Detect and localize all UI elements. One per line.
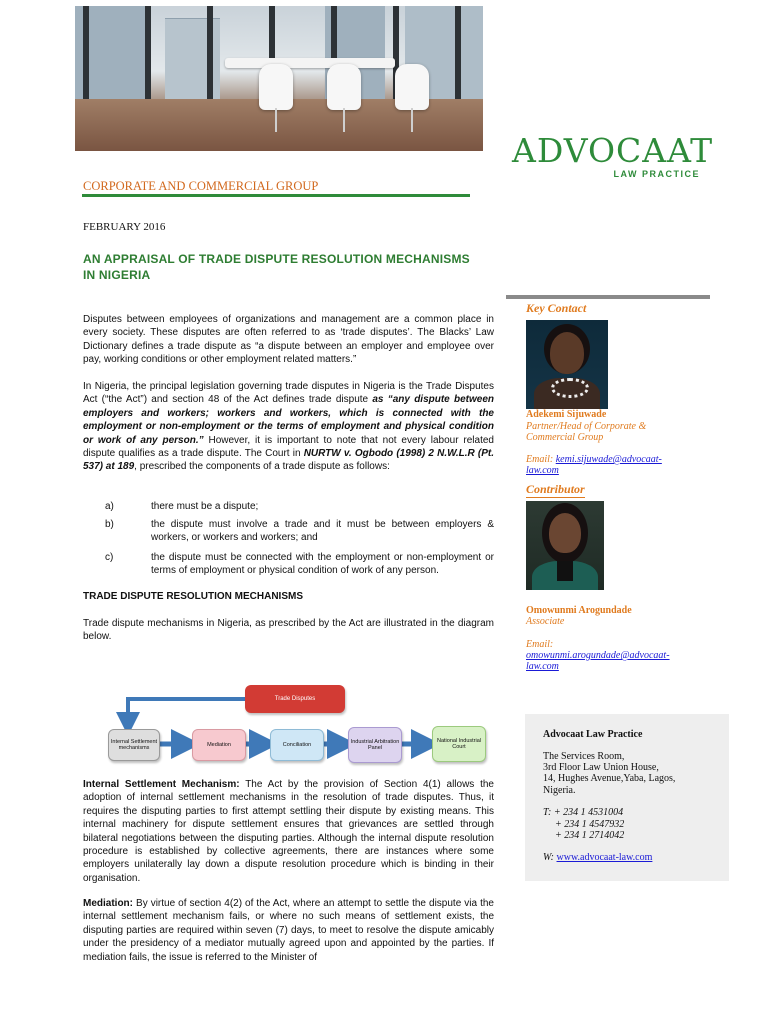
phone-line: + 234 1 4547932 [555,818,625,830]
node-conciliation: Conciliation [270,729,324,761]
email-label: Email: [526,454,556,465]
phone-line: T: + 234 1 4531004 [543,807,624,818]
section-heading: TRADE DISPUTE RESOLUTION MECHANISMS [83,591,304,602]
para-text: In Nigeria, the principal legislation governing trade disputes in Nigeria is the Trade Disputes Act (“the Act”) and section 48 of the Act defines trade dispute [83,381,494,406]
paragraph-label: Internal Settlement Mechanism: [83,779,240,790]
address-line: 3rd Floor Law Union House, [543,762,659,774]
list-item [105,518,494,548]
para-text: By virtue of section 4(2) of the Act, where an attempt to settle the dispute via the internal settlement mechanism fails, or where no such means of settlement exists, the disputing parties are required within seven (7) days, to meet to resolve the dispute amicably under the presidency of a mediator mutually agreed upon and appointed by the parties. If mediation fails, the issue is referred to the Minister of [83,898,494,963]
case-citation: NURTW v. Ogbodo (1998) 2 N.W.L.R (Pt. 537) at 189 [83,448,494,473]
list-marker: a) [105,501,114,512]
firm-name: Advocaat Law Practice [543,729,643,740]
contributor-email [526,639,696,672]
mediation-paragraph [83,897,494,964]
address-line: 14, Hughes Avenue,Yaba, Lagos, [543,773,676,785]
node-industrial-court: National Industrial Court [432,726,486,762]
publication-date: FEBRUARY 2016 [83,221,166,233]
article-title: AN APPRAISAL OF TRADE DISPUTE RESOLUTION MECHANISMS IN NIGERIA [83,252,470,282]
key-contact-email-link[interactable]: kemi.sijuwade@advocaat-law.com [526,454,662,476]
diagram-intro: Trade dispute mechanisms in Nigeria, as prescribed by the Act are illustrated in the diagram below. [83,618,494,643]
list-marker: c) [105,552,114,563]
phone-line: + 234 1 2714042 [555,830,625,841]
arrow-to-internal [128,699,245,724]
firm-address [543,751,675,796]
list-item [105,500,494,514]
key-contact-email [526,454,686,476]
contributor-email-link[interactable]: omowunmi.arogundade@advocaat-law.com [526,650,670,672]
list-text: the dispute must be connected with the employment or non-employment or terms of employment or physical condition of work of any person. [151,552,494,577]
website-link[interactable]: www.advocaat-law.com [556,852,653,863]
address-line: The Services Room, [543,751,625,762]
address-line: Nigeria. [543,784,576,796]
key-contact-name: Adekemi Sijuwade [526,409,607,420]
definition-paragraph [83,380,494,474]
firm-address-box [525,714,729,881]
key-contact-heading: Key Contact [526,301,587,315]
node-mediation: Mediation [192,729,246,761]
contributor-role: Associate [526,616,565,627]
dispute-flow-diagram [104,680,494,770]
key-contact-role: Partner/Head of Corporate & Commercial Group [526,421,647,443]
internal-settlement-paragraph [83,778,494,885]
node-internal-settlement: Internal Settlement mechanisms [108,729,160,761]
para-text: However, it is important to note that not every labour related dispute qualifies as a trade dispute. The Court in [83,434,494,460]
list-text: there must be a dispute; [151,501,259,512]
contributor-name: Omowunmi Arogundade [526,605,632,616]
list-text: the dispute must involve a trade and it must be between employers & workers, or workers and workers; and [151,519,494,544]
sidebar-divider [506,295,710,299]
para-text: The Act by the provision of Section 4(1) allows the adoption of internal settlement mechanisms in the resolution of trade disputes. Thus, it requires the disputing parties to first attempt settling their dispute by existing means. This internal machinery for dispute settlement ensures that grievances are settled through bilateral negotiations between the disputing parties. Although the internal dispute resolution procedure is established by collective agreements, there are instances where some employers unilaterally lay down a dispute resolution procedure which is binding in their organisation. [83,779,494,884]
firm-website [543,852,652,863]
email-label: Email: [526,639,554,650]
contributor-photo [526,501,604,590]
statute-quote: as “any dispute between employers and workers; workers and workers, which is connected with the employment or non-employment or the terms of employment and physical condition or work of any person.” [83,394,494,446]
para-text: , prescribed the components of a trade dispute as follows: [134,461,390,473]
key-contact-photo [526,320,608,409]
paragraph-label: Mediation: [83,898,133,909]
firm-phones [543,807,624,842]
group-label: CORPORATE AND COMMERCIAL GROUP [83,179,319,193]
advocaat-logo [512,131,714,179]
logo-subtitle: LAW PRACTICE [613,169,700,179]
intro-paragraph: Disputes between employees of organizations and management are a common place in every society. These disputes are often referred to as ‘trade disputes’. The Blacks’ Law Dictionary defines a trade dispute as “a dispute between an employer and employee over pay, working conditions or other employment related matters.” [83,314,494,366]
contributor-heading: Contributor [526,482,585,496]
hero-boardroom-image [75,6,483,151]
list-item [105,551,494,581]
list-marker: b) [105,519,114,530]
node-arbitration-panel: Industrial Arbitration Panel [348,727,402,763]
node-trade-disputes: Trade Disputes [245,685,345,713]
divider [82,194,470,197]
logo-wordmark: ADVOCAAT [512,131,714,170]
web-label: W: [543,852,557,863]
